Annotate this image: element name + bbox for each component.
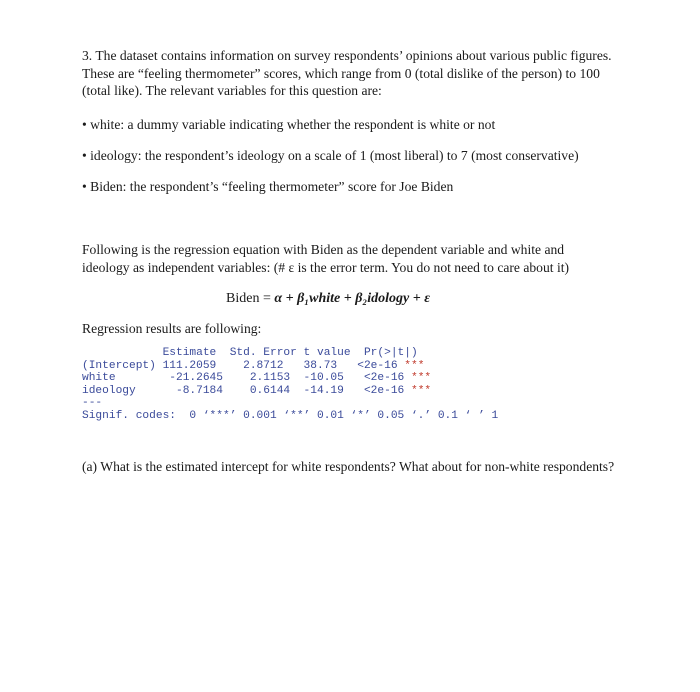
signif-stars: *** bbox=[404, 384, 432, 397]
row-intercept: (Intercept) 111.2059 2.8712 38.73 <2e-16 bbox=[82, 359, 398, 372]
bullet-ideology: • ideology: the respondent’s ideology on a scale of 1 (most liberal) to 7 (most conservative) bbox=[82, 148, 579, 163]
question-intro bbox=[82, 47, 630, 100]
intro-line-2: These are “feeling thermometer” scores, which range from 0 (total dislike of the person) to 100 bbox=[82, 65, 600, 81]
intro-line-3: (total like). The relevant variables for this question are: bbox=[82, 83, 382, 98]
regression-table bbox=[82, 347, 498, 423]
following-line-1: Following is the regression equation with Biden as the dependent variable and white and bbox=[82, 242, 565, 257]
signif-codes: Signif. codes: 0 ‘***’ 0.001 ‘**’ 0.01 ‘*’ 0.05 ‘.’ 0.1 ‘ ’ 1 bbox=[82, 409, 499, 422]
bullet-white: • white: a dummy variable indicating whether the respondent is white or not bbox=[82, 117, 496, 132]
bullet-biden: • Biden: the respondent’s “feeling thermometer” score for Joe Biden bbox=[82, 179, 454, 194]
equation-lhs: Biden = bbox=[226, 291, 275, 306]
table-row bbox=[82, 360, 498, 373]
table-header: Estimate Std. Error t value Pr(>|t|) bbox=[82, 347, 418, 359]
regression-equation bbox=[226, 290, 430, 308]
following-paragraph bbox=[82, 241, 628, 276]
intro-line-1: 3. The dataset contains information on survey respondents’ opinions about various public figures. bbox=[82, 48, 612, 63]
row-ideology: ideology -8.7184 0.6144 -14.19 <2e-16 bbox=[82, 384, 405, 397]
table-row bbox=[82, 385, 498, 398]
row-white: white -21.2645 2.1153 -10.05 <2e-16 bbox=[82, 372, 405, 385]
following-line-2: ideology as independent variables: (# ε is the error term. You do not need to care about it) bbox=[82, 259, 570, 275]
table-separator: --- bbox=[82, 397, 103, 410]
results-label: Regression results are following: bbox=[82, 321, 262, 336]
equation-rhs: α + β₁white + β₂idology + ε bbox=[274, 291, 430, 306]
signif-stars: *** bbox=[404, 372, 432, 385]
part-a-question: (a) What is the estimated intercept for white respondents? What about for non-white respondents? bbox=[82, 459, 615, 474]
signif-stars: *** bbox=[397, 359, 425, 372]
table-row bbox=[82, 372, 498, 385]
